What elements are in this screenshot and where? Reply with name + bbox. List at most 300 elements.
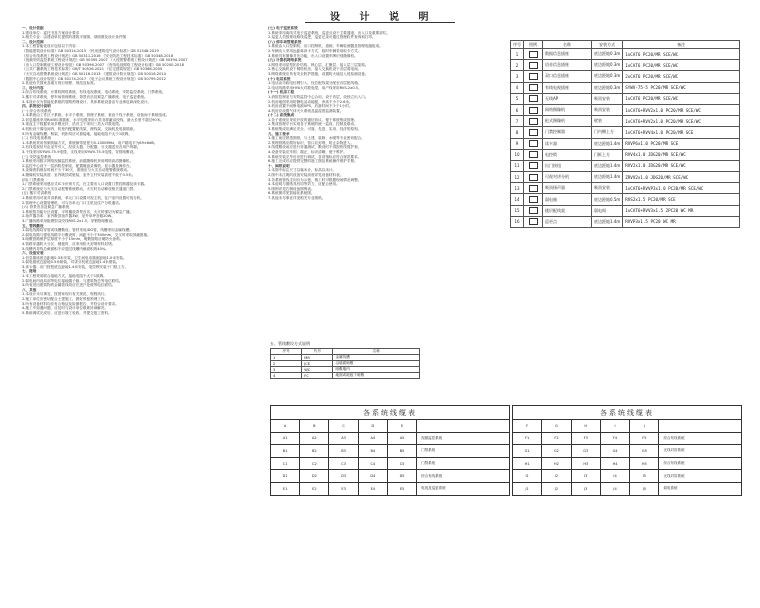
legend-name: 出门按钮: [543, 160, 592, 171]
legend-name: 双口信息插座: [543, 71, 592, 82]
cable-code: A5: [387, 432, 416, 445]
cable-code-header: J: [630, 420, 659, 433]
cable-table-title: 各系统线缆表: [271, 406, 510, 420]
note-line: 《出入口控制系统工程设计规范》GB 50396-2007 《有线电视网络工程设计标准》GB 50200-2018: [22, 62, 184, 67]
note-line: 2.弱电线路与强电线路平行敷设时，间距不小于300mm，交叉时采取屏蔽措施。: [22, 232, 151, 237]
cable-system-name: 弱电系统: [659, 482, 742, 495]
note-line: 《火灾自动报警系统设计规范》GB 50116-2013 《建筑设计防火规范》GB 50016-2014: [22, 71, 166, 76]
note-line: 《视频安防监控系统工程设计规范》GB 50395-2007 《入侵报警系统工程设计规范》GB 50394-2007: [22, 58, 188, 63]
legend-cable-spec: 1xCAT6+RVV3x1.5 2PC20 WC MR: [623, 205, 740, 216]
note-line: 3.线缆敷设前应进行导通测试，敷设时不得损伤线缆护套。: [268, 145, 362, 150]
abbreviation-header-cell: 序号: [271, 349, 302, 355]
legend-row: [511, 172, 740, 183]
cable-code: J4: [600, 482, 629, 495]
cable-row: [271, 482, 510, 495]
note-line: 1.本系统由工作区子系统、水平子系统、管理子系统、垂直干线子系统、设备间子系统组成。: [22, 113, 170, 118]
cable-code: C3: [329, 457, 358, 470]
note-line: (六) 背景音乐及紧急广播系统: [22, 205, 70, 210]
note-line: 1.系统由入口控制机、出口控制机、道闸、车辆检测器及管理电脑组成。: [268, 44, 383, 49]
cable-code: H1: [513, 457, 542, 470]
note-line: 3.所有进出建筑物的金属管线均应在进户处做等电位联结。: [22, 283, 116, 288]
sp-symbol-icon: [529, 185, 538, 192]
legend-mount: 底边距地1.4m: [592, 216, 623, 227]
cable-system-header: [659, 420, 742, 433]
cable-table-title-row: [271, 406, 510, 420]
legend-index: 4: [511, 82, 524, 93]
cable-system-name: 门禁系统: [417, 457, 510, 470]
note-line: 2.巡更人员按预设路线巡逻，巡更记录可通过管理软件查询和打印。: [268, 35, 376, 40]
legend-name: 读卡器: [543, 138, 592, 149]
legend-mount: 门框上方: [592, 149, 623, 160]
section-heading: 二、设计范围: [22, 39, 44, 44]
legend-cable-spec: RVVP3x1.5 PC20 WC MR: [623, 216, 740, 227]
note-line: 《公共广播系统工程技术标准》GB/T 50526-2021 《住宅建筑规范》GB 50368-2005: [22, 67, 163, 72]
cable-row: [271, 432, 510, 445]
page-title: 设 计 说 明: [330, 12, 437, 23]
legend-index: 5: [511, 93, 524, 104]
legend-cable-spec: RVV4x1.0 JDG20/MR SCE/WC: [623, 149, 740, 160]
note-line: 1.电话由市政电信网引入，经总配线架分配至各层配线箱。: [268, 81, 362, 86]
legend-name: 楼层配线架: [543, 205, 592, 216]
cable-code: C5: [387, 457, 416, 470]
section-heading: (七) 电子巡更系统: [268, 26, 298, 30]
note-line: 4.管路穿越防火分区、楼板时，应采用防火封堵材料封堵。: [22, 241, 116, 246]
legend-row: [511, 49, 740, 60]
cable-code: G1: [513, 445, 542, 458]
abbreviation-cell: 4: [271, 373, 302, 379]
cable-code: D5: [387, 470, 416, 483]
cable-code: G2: [542, 445, 571, 458]
cable-code-header: D: [358, 420, 387, 433]
cable-code: F5: [630, 432, 659, 445]
legend-cable-spec: 1xCAT6+RVV2x1.0 PC20/MR SCE/WC: [623, 116, 740, 127]
note-line: 《智能建筑设计标准》GB 50314-2015 《民用建筑电气设计标准》GB 51348-2019: [22, 48, 159, 53]
note-line: 《综合布线系统工程设计规范》GB 50311-2016 《安全防范工程技术标准》GB 50348-2018: [22, 53, 174, 58]
abbreviation-cell: 暗敷墙内: [333, 367, 420, 373]
legend-mount: 吸顶安装: [592, 93, 623, 104]
notes-column-left: [22, 26, 262, 601]
legend-cable-spec: 2xCAT6 PC20/MR SCE/WC: [623, 71, 740, 82]
legend-mount: 底边距地0.3m: [592, 82, 623, 93]
note-line: 3.广播线路采用阻燃型双绞线RVS-2x1.5，穿钢管暗敷设。: [22, 218, 116, 223]
section-heading: 八、其他: [22, 287, 37, 292]
legend-row: [511, 183, 740, 194]
note-line: (二) 有线电视系统: [22, 136, 52, 141]
cable-code: I2: [542, 470, 571, 483]
legend-index: 2: [511, 60, 524, 71]
note-line: 3.网络系统应具有安全防护措施，设置防火墙及入侵检测设备。: [268, 71, 369, 76]
legend-symbol: [524, 216, 543, 227]
cable-system-name: 综合布线系统: [659, 432, 742, 445]
ap-symbol-icon: [529, 95, 538, 102]
cable-code: F1: [513, 432, 542, 445]
section-heading: 三、设计内容: [22, 85, 44, 90]
legend-cable-spec: 1xCAT6 PC20/MR SCE/WC: [623, 93, 740, 104]
title-underline: [305, 22, 455, 23]
legend-header-cell: 序号: [511, 41, 524, 49]
legend-header-cell: 备注: [623, 41, 740, 49]
legend-mount: 壁装: [592, 116, 623, 127]
abbreviation-cell: 沿墙面暗敷: [333, 361, 420, 367]
cable-code-header: B: [300, 420, 329, 433]
note-line: 3.本设计仅为智能化系统的管路预埋设计，具体系统设备由专业承包商深化设计。: [22, 99, 152, 104]
legend-row: [511, 82, 740, 93]
note-line: 1.系统采用数字网络视频监控系统，前端摄像机采用网络高清摄像机。: [22, 159, 134, 164]
legend-mount: 底边距地0.3m: [592, 71, 623, 82]
abbreviation-cell: 3: [271, 367, 302, 373]
cable-code: H3: [571, 457, 600, 470]
note-line: (三) 安防监控系统: [22, 154, 52, 159]
legend-index: 8: [511, 127, 524, 138]
section-heading: 四、系统设计说明: [22, 104, 51, 109]
note-line: 1.本工程采用联合接地方式，接地电阻不大于1欧姆。: [22, 274, 107, 279]
abbreviation-cell: FC: [302, 373, 333, 379]
note-line: 1.建设单位：委托书及方案设计要求: [22, 30, 80, 35]
cable-code: E4: [358, 482, 387, 495]
legend-symbol: [524, 149, 543, 160]
legend-name: 电控锁: [543, 149, 592, 160]
legend-index: 3: [511, 71, 524, 82]
legend-symbol: [524, 93, 543, 104]
legend-index: 13: [511, 183, 524, 194]
note-line: 3.所有设备材料均应有合格证及检测报告，并符合设计要求。: [22, 301, 119, 306]
note-line: 5.所有金属线槽、桥架、机柜均应可靠接地，接地电阻不大于1欧姆。: [22, 131, 132, 136]
note-line: 2.管理中心设置管理机，可与各单元门口主机及住户分机通话。: [22, 200, 123, 205]
note-line: 3.读卡器、出门按钮底边距地1.4米安装，电控锁安装于门框上方。: [22, 264, 129, 269]
cable-code: I3: [571, 470, 600, 483]
cable-table-title: 各系统线缆表: [513, 406, 742, 420]
cam-symbol-icon: [529, 118, 538, 125]
note-line: 1.网络采用星型拓扑结构，核心层、汇聚层、接入层三层架构。: [268, 62, 369, 67]
note-line: 2.门禁系统应与火灾自动报警系统联动，火灾时自动释放相关通道门禁。: [22, 186, 137, 191]
cable-code: H5: [630, 457, 659, 470]
legend-symbol: [524, 82, 543, 93]
cable-system-name: 电视及巡更系统: [417, 482, 510, 495]
eb-symbol-icon: [529, 162, 538, 169]
legend-row: [511, 149, 740, 160]
legend-mount: 底边距地0.3m: [592, 49, 623, 60]
legend-name: 无线AP: [543, 93, 592, 104]
legend-row: [511, 71, 740, 82]
cable-code: C4: [358, 457, 387, 470]
cable-code: F4: [600, 432, 629, 445]
vd-symbol-icon: [529, 174, 538, 181]
legend-symbol: [524, 183, 543, 194]
cable-code: D4: [358, 470, 387, 483]
legend-symbol: [524, 138, 543, 149]
cable-row: [513, 445, 742, 458]
legend-cable-spec: SYWV-75-5 PC20/MR SCE/WC: [623, 82, 740, 93]
note-line: 2.预埋管路应做好标识，管口应封堵，防止杂物进入。: [268, 140, 355, 145]
note-line: 5.线槽内导线总截面积不应超过线槽内截面积的40%。: [22, 246, 109, 251]
cable-code-header: A: [271, 420, 300, 433]
legend-name: 有线电视插座: [543, 82, 592, 93]
legend-header-row: [511, 41, 740, 49]
cable-table-title-row: [513, 406, 742, 420]
cable-system-name: 综合布线系统: [417, 470, 510, 483]
cable-code: E5: [387, 482, 416, 495]
abbreviation-cell: 2: [271, 361, 302, 367]
note-line: (一) 综合布线系统: [22, 108, 52, 113]
legend-index: 7: [511, 116, 524, 127]
note-line: 2.弱电间内设局部等电位接地端子箱，与建筑物总等电位联结。: [22, 278, 123, 283]
abbreviation-cell: 1: [271, 355, 302, 361]
note-line: (五) 楼宇对讲系统: [22, 191, 52, 196]
legend-index: 16: [511, 216, 524, 227]
note-line: 《数据中心设计规范》GB 50174-2017 《电子会议系统工程设计规范》GB 50799-2012: [22, 76, 166, 81]
legend-name: 网络摄像机: [543, 104, 592, 115]
legend-cable-spec: ZRVV2x1.0 JDG20/MR SCE/WC: [623, 172, 740, 183]
cable-code: G4: [600, 445, 629, 458]
abbreviation-header-cell: 名称: [333, 349, 420, 355]
cable-system-header: [417, 420, 510, 433]
note-line: 2.其他有关国家及地方现行规程、规范及标准。: [22, 81, 98, 86]
section-heading: 六、设备安装: [22, 251, 44, 256]
legend-name: 门禁控制器: [543, 127, 592, 138]
legend-name: 语音信息插座: [543, 60, 592, 71]
cable-code: B4: [358, 445, 387, 458]
section-heading: (九) 计算机网络系统: [268, 58, 302, 63]
cable-code: A1: [271, 432, 300, 445]
legend-cable-spec: 1xCAT6+RVV2x1.0 PC20/MR SCE/WC: [623, 104, 740, 115]
legend-mount: 门内侧上方: [592, 127, 623, 138]
cable-code: B2: [300, 445, 329, 458]
tp-symbol-icon: [529, 62, 538, 69]
legend-index: 12: [511, 172, 524, 183]
legend-symbol: [524, 71, 543, 82]
note-line: 5.系统调试完成后，应进行竣工验收，并提交竣工资料。: [22, 310, 112, 315]
legend-header-cell: 图例: [524, 41, 543, 49]
cable-code: B5: [387, 445, 416, 458]
legend-cable-spec: 1xCAT6 PC20/MR SCE/WC: [623, 49, 740, 60]
legend-symbol: [524, 104, 543, 115]
legend-symbol: [524, 60, 543, 71]
note-line: 2.楼宇对讲系统、停车场管理系统、背景音乐及紧急广播系统、电子巡更系统。: [22, 94, 148, 99]
cable-code-header-row: [271, 420, 510, 433]
note-line: 1.各子系统应采用开放的通信协议，便于系统集成管理。: [268, 117, 358, 122]
cable-code: F3: [571, 432, 600, 445]
note-line: 6.系统图详见智能化系统图。: [268, 191, 315, 196]
note-line: 1.本系统采用邻频传输方式，系统频带宽度为5-1000MHz，用户端电平为69±6dB。: [22, 140, 158, 145]
legend-index: 10: [511, 149, 524, 160]
note-line: 1.综合布线系统、计算机网络系统、有线电视系统、电话系统、安防监控系统、门禁系统。: [22, 90, 166, 95]
abbreviation-row: [271, 373, 420, 379]
note-line: 1.本图中标注尺寸以毫米计，标高以米计。: [268, 168, 337, 173]
abbreviation-cell: 地面或地板下暗敷: [333, 373, 420, 379]
note-line: 2.图中未注明的设备安装高度详见设备材料表。: [268, 173, 344, 177]
cable-row: [513, 470, 742, 483]
note-line: 1.本设计未尽事宜，按国家现行有关规范、规程执行。: [22, 292, 109, 297]
cable-code: B3: [329, 445, 358, 458]
cable-code: J5: [630, 482, 659, 495]
note-line: 5.系统安装完毕后应进行调试，各项指标应符合规范要求。: [268, 154, 362, 159]
cable-code: J2: [542, 482, 571, 495]
legend-name: 巡更点: [543, 216, 592, 227]
legend-table: [510, 40, 740, 228]
note-line: 1.系统采用离线式电子巡更系统，巡更点设于主要通道、出入口及重要部位。: [268, 30, 391, 35]
legend-cable-spec: 1xCAT6 PC20/MR SCE/WC: [623, 60, 740, 71]
td-symbol-icon: [529, 51, 538, 58]
cable-system-name: 门禁系统: [417, 445, 510, 458]
legend-header-cell: 名称: [543, 41, 592, 49]
legend-symbol: [524, 160, 543, 171]
note-line: 1.弱电线路均穿管或线槽敷设，管材采用JDG管，线槽采用金属线槽。: [22, 228, 133, 233]
legend-row: [511, 216, 740, 227]
legend-header-cell: 安装方式: [592, 41, 623, 49]
legend-cable-spec: RVV2x1.0 JDG20/MR SCE/WC: [623, 160, 740, 171]
cable-code: E3: [329, 482, 358, 495]
cable-code: F2: [542, 432, 571, 445]
cable-code: J3: [571, 482, 600, 495]
cable-code: G5: [630, 445, 659, 458]
cable-code-header: H: [571, 420, 600, 433]
note-line: 1.信息插座底边距地0.3米安装，卫生间电话插座距地1.0米安装。: [22, 255, 127, 260]
cable-code: A3: [329, 432, 358, 445]
cable-code: A2: [300, 432, 329, 445]
abbreviation-table: [270, 348, 420, 379]
note-line: 4.本说明与图纸具有同等效力，应配合使用。: [268, 182, 340, 187]
cable-code: C1: [271, 457, 300, 470]
legend-name: 可视对讲分机: [543, 172, 592, 183]
note-line: 2.有线电视信号由室外引入，经放大器、分配器、分支器送至各用户终端。: [22, 145, 141, 150]
legend-mount: 吸顶安装: [592, 183, 623, 194]
note-line: (四) 门禁系统: [22, 177, 44, 182]
cable-code: B1: [271, 445, 300, 458]
note-line: 3.垂直主干数据采用多模光纤，语音主干采用三类大对数电缆。: [22, 122, 123, 127]
legend-index: 9: [511, 138, 524, 149]
section-heading: (十一) 机房工程: [268, 90, 295, 95]
cable-row: [271, 470, 510, 483]
cable-code: C2: [300, 457, 329, 470]
section-heading: (八) 停车场管理系统: [268, 39, 302, 44]
legend-row: [511, 93, 740, 104]
legend-cable-spec: RVS2x1.5 PC20/MR SCE: [623, 194, 740, 205]
cable-code: J1: [513, 482, 542, 495]
cable-system-name: 无线对讲系统: [659, 470, 742, 483]
note-line: 2.车辆出入采用远距离读卡方式，临时车辆采用取卡方式。: [268, 48, 362, 53]
legend-index: 14: [511, 194, 524, 205]
legend-mount: 底边距地0.3m: [592, 60, 623, 71]
cable-row: [513, 457, 742, 470]
legend-name: 数据信息插座: [543, 49, 592, 60]
legend-symbol: [524, 116, 543, 127]
cable-code-header: G: [542, 420, 571, 433]
note-line: 3.录像资料保存时间不少于30天，系统应与火灾自动报警系统联动。: [22, 168, 131, 173]
abbreviation-cell: WC: [302, 367, 333, 373]
note-line: 2.弱电箱底边距地0.5米暗装，对讲分机底边距地1.4米壁装。: [22, 260, 120, 265]
notes-column-middle: [268, 26, 508, 326]
cable-row: [513, 432, 742, 445]
legend-row: [511, 127, 740, 138]
note-line: 6.施工完成后应提供完整的竣工图及系统操作维护手册。: [268, 159, 358, 164]
section-heading: (十) 电话系统: [268, 76, 291, 81]
note-line: 1.系统采用可视对讲系统，单元门口设置可视主机，住户室内设置可视分机。: [22, 195, 145, 200]
legend-name: 枪式摄像机: [543, 116, 592, 127]
cable-code: E2: [300, 482, 329, 495]
legend-symbol: [524, 49, 543, 60]
legend-symbol: [524, 194, 543, 205]
legend-index: 1: [511, 49, 524, 60]
cable-system-name: 无线对讲系统: [659, 445, 742, 458]
cable-row: [271, 445, 510, 458]
cr-symbol-icon: [529, 140, 538, 147]
note-line: 4.施工中如遇问题，应及时与设计单位联系协商解决。: [22, 306, 109, 311]
abbreviation-title: 五、管线敷设方式说明: [270, 341, 310, 346]
pt-symbol-icon: [529, 218, 538, 225]
abbreviation-cell: 金属线槽: [333, 355, 420, 361]
cable-table-a: [270, 405, 510, 496]
cable-code: H4: [600, 457, 629, 470]
section-heading: 七、接地: [22, 269, 37, 274]
cable-code: I1: [513, 470, 542, 483]
cable-code-header: E: [387, 420, 416, 433]
legend-mount: 吸顶安装: [592, 104, 623, 115]
legend-symbol: [524, 127, 543, 138]
section-heading: 九、施工要求: [268, 131, 290, 136]
section-heading: 十、图纸说明: [268, 163, 290, 168]
note-line: 2.扬声器功率：室内吸顶扬声器3W，室外草坪音箱20W。: [22, 214, 115, 219]
note-line: 4.机柜设于弱电间内，机柜内配置配线架、理线架、交换机及电源插座。: [22, 127, 137, 132]
cable-code: G3: [571, 445, 600, 458]
cable-table-b: [512, 405, 742, 496]
legend-index: 6: [511, 104, 524, 115]
note-line: 1.消防控制室与安防监控中心合用，设于首层，设独立出入口。: [268, 94, 369, 99]
note-line: 3.干线采用SYWV-75-9电缆，支线采用SYWV-75-5电缆，穿管暗敷设。: [22, 150, 137, 155]
cable-row: [513, 482, 742, 495]
cable-code: I5: [630, 470, 659, 483]
legend-index: 11: [511, 160, 524, 171]
legend-symbol: [524, 205, 543, 216]
note-line: 7.其他未尽事宜详见相关专业图纸。: [268, 195, 326, 200]
cable-system-name: 视频监控系统: [417, 432, 510, 445]
cable-code: E1: [271, 482, 300, 495]
note-line: 4.机房应设置气体灭火系统及温湿度监测装置。: [268, 108, 344, 113]
note-line: 3.系统集成应满足安全、可靠、先进、实用、经济的原则。: [268, 127, 362, 132]
cable-code: H2: [542, 457, 571, 470]
cable-code: A4: [358, 432, 387, 445]
cable-system-name: 综合布线系统: [659, 457, 742, 470]
cable-code: I4: [600, 470, 629, 483]
legend-mount: 底边距地1.4m: [592, 138, 623, 149]
legend-row: [511, 194, 740, 205]
legend-name: 吸顶扬声器: [543, 183, 592, 194]
cable-row: [271, 457, 510, 470]
legend-cable-spec: 1xCAT6+RVVP3x1.0 PC20/MR SCE/WC: [623, 183, 740, 194]
legend-symbol: [524, 172, 543, 183]
legend-row: [511, 104, 740, 115]
legend-mount: 弱电间: [592, 205, 623, 216]
note-line: 2.监控中心设于一层消防控制室，配置硬盘录像机、显示器及操作台。: [22, 163, 134, 168]
el-symbol-icon: [529, 151, 538, 158]
note-line: 5.图例详见右侧设备图例表。: [268, 186, 315, 191]
note-line: 3.暗敷管路保护层厚度不小于15mm，明敷管路应刷防火涂料。: [22, 237, 124, 242]
cable-code-header: F: [513, 420, 542, 433]
section-heading: 一、设计依据: [22, 26, 44, 30]
note-line: 1.系统按功能分区设置，平时播放背景音乐，火灾时强切为紧急广播。: [22, 209, 134, 214]
cable-code-header: I: [600, 420, 629, 433]
cable-code: D1: [271, 470, 300, 483]
cable-code-header-row: [513, 420, 742, 433]
legend-row: [511, 205, 740, 216]
note-line: 3.各系统管线走向仅为示意，施工时可根据现场情况调整。: [268, 177, 362, 182]
note-line: 2.施工单位应密切配合土建施工，做好预留预埋工作。: [22, 297, 109, 302]
note-line: 1.本工程智能化设计包括以下内容：: [22, 44, 80, 49]
note-line: 4.摄像机安装高度：室内吸顶或壁装，室外立杆安装高度不低于3.5米。: [22, 173, 136, 177]
cable-code-header: C: [329, 420, 358, 433]
note-line: 4.设备安装应牢固、端正，标识清晰，便于维护。: [268, 150, 347, 155]
cable-code: D2: [300, 470, 329, 483]
note-line: 3.系统具有图像对比功能，出入口设置车牌识别摄像机。: [268, 53, 358, 58]
